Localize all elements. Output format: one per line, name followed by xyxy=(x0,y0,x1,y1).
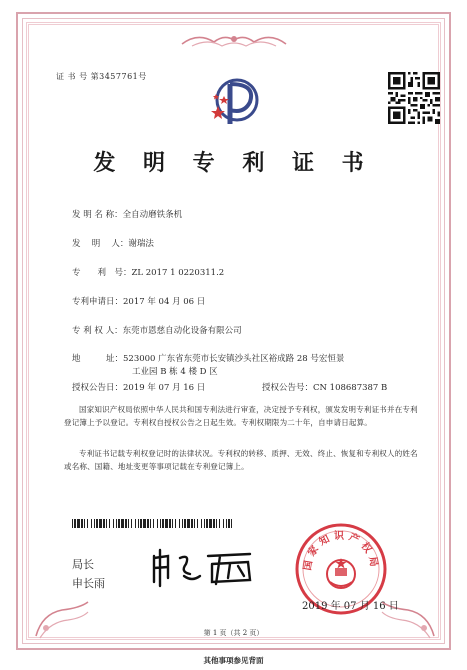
address-row xyxy=(72,352,344,364)
invention-name-row xyxy=(72,208,182,220)
director-title-label: 局长 xyxy=(72,558,94,571)
certificate-title: 发 明 专 利 证 书 xyxy=(93,150,374,176)
inventor-row xyxy=(72,237,154,249)
address-line2: 工业园 B 栋 4 楼 D 区 xyxy=(132,367,218,377)
qr-code-icon xyxy=(388,72,440,124)
statement-paragraph-2: 专利证书记载专利权登记时的法律状况。专利权的转移、质押、无效、终止、恢复和专利权人的姓名或名称、国籍、地址变更等事项记载在专利登记簿上。 xyxy=(64,449,418,471)
certificate-number: 证 书 号 第3457761号 xyxy=(56,72,147,81)
patentee-label: 专 利 权 人： xyxy=(72,326,123,336)
filing-date-value: 2017 年 04 月 06 日 xyxy=(123,297,206,307)
director-name-label: 申长雨 xyxy=(72,577,105,590)
filing-date-label: 专利申请日： xyxy=(72,297,124,307)
grant-date-label: 授权公告日： xyxy=(72,383,124,393)
statement-paragraph-1: 国家知识产权局依照中华人民共和国专利法进行审查，决定授予专利权，颁发发明专利证书并在专利登记簿上予以登记。专利权自授权公告之日起生效。专利权期限为二十年，自申请日起算。 xyxy=(64,405,418,427)
seal-date: 2019 年 07 月 16 日 xyxy=(302,601,399,612)
grant-date-value: 2019 年 07 月 16 日 xyxy=(123,383,206,393)
address-label: 地 址： xyxy=(72,354,124,364)
grant-number-label: 授权公告号： xyxy=(262,383,314,393)
grant-number-row xyxy=(262,381,387,393)
handwritten-signature-icon xyxy=(150,548,260,588)
patentee-value: 东莞市恩慈自动化设备有限公司 xyxy=(122,326,242,336)
grant-number-value: CN 108687387 B xyxy=(313,383,388,393)
barcode-icon xyxy=(72,519,232,528)
filing-date-row xyxy=(72,295,205,307)
patent-number-value: ZL 2017 1 0220311.2 xyxy=(131,268,225,278)
page-number: 第 1 页（共 2 页） xyxy=(203,629,264,637)
address-line1: 523000 广东省东莞市长安镇沙头社区裕成路 28 号宏恒景 xyxy=(123,354,345,364)
patent-number-label: 专 利 号： xyxy=(72,268,132,278)
patent-number-row xyxy=(72,266,224,278)
invention-name-value: 全自动磨铁条机 xyxy=(122,210,183,220)
grant-date-row xyxy=(72,381,205,393)
inventor-value: 谢瑞法 xyxy=(128,239,154,249)
patentee-row xyxy=(72,324,242,336)
top-ornament xyxy=(178,30,290,52)
footer-note: 其他事项参见背面 xyxy=(203,656,264,665)
cnipa-logo-icon xyxy=(210,72,264,132)
inventor-label: 发 明 人： xyxy=(72,239,129,249)
invention-name-label: 发 明 名 称： xyxy=(72,210,123,220)
svg-text:国家知识产权局: 国家知识产权局 xyxy=(302,531,380,572)
